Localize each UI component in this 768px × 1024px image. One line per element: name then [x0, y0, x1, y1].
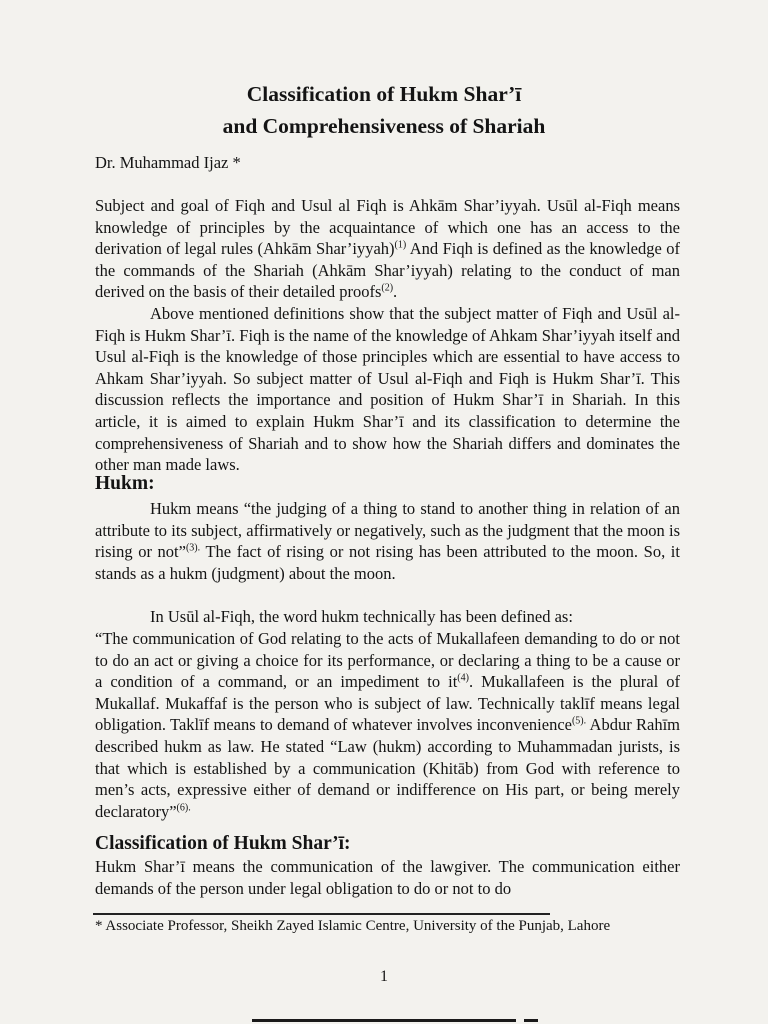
paragraph-hukm-meaning [95, 498, 680, 584]
scan-edge-mark [524, 1019, 538, 1022]
paragraph-text: Hukm means “the judging of a thing to stand to another thing in relation of an attribute to its subject, affirmatively or negatively, such as the judgment that the moon is rising or not” [95, 499, 680, 562]
footnote-ref: (1) [394, 239, 407, 251]
footnote-affiliation: * Associate Professor, Sheikh Zayed Islamic Centre, University of the Punjab, Lahore [95, 918, 611, 934]
paragraph-text: . Mukallafeen is the plural of Mukallaf. Mukaffaf is the person who is subject of law. Technically taklīf means legal obligation. Taklīf means to demand of whatever involves inconvenience [95, 672, 680, 735]
footnote-ref: (2) [381, 282, 394, 294]
page-number: 1 [380, 968, 388, 985]
title-line-2: and Comprehensiveness of Shariah [222, 114, 546, 138]
paragraph-definitions: Above mentioned definitions show that the subject matter of Fiqh and Usūl al-Fiqh is Hukm Shar’ī. Fiqh is the name of the knowledge of Ahkam Shar’iyyah itself and Usul al-Fiqh is the knowledge of those principles which are essential to have access to Ahkam Shar’iyyah. So subject matter of Usul al-Fiqh and Fiqh is Hukm Shar’ī. This discussion reflects the importance and position of Hukm Shar’ī in Shariah. In this article, it is aimed to explain Hukm Shar’ī and its classification to determine the comprehensiveness of Shariah and to show how the Shariah differs and dominates the other man made laws. [95, 304, 680, 475]
page-title [0, 78, 768, 142]
paragraph-classification: Hukm Shar’ī means the communication of the lawgiver. The communication either demands of the person under legal obligation to do or not to do [95, 857, 680, 898]
footnote-ref: (4) [457, 672, 469, 684]
author-line: Dr. Muhammad Ijaz * [95, 153, 241, 172]
scan-edge-line [252, 1019, 516, 1022]
paragraph-technical-definition: In Usūl al-Fiqh, the word hukm technically has been defined as: [150, 607, 573, 626]
paragraph-communication [95, 628, 680, 822]
paragraph-text: The fact of rising or not rising has been attributed to the moon. So, it stands as a hukm (judgment) about the moon. [95, 542, 680, 583]
section-heading-classification: Classification of Hukm Shar’ī: [95, 833, 351, 854]
section-heading-hukm: Hukm: [95, 473, 155, 494]
paragraph-text: “The communication of God relating to the acts of Mukallafeen demanding to do or not to do an act or giving a choice for its performance, or declaring a thing to be a cause or a condition of a command, or an impediment to it [95, 629, 680, 692]
footnote-ref: (6). [176, 802, 191, 814]
paragraph-text: Abdur Rahīm described hukm as law. He stated “Law (hukm) according to Muhammadan jurists, is that which is established by a communication (Khitāb) from God with reference to men’s acts, expressive either of demand or indifference on His part, or being merely declaratory” [95, 715, 680, 821]
footnote-ref: (3). [185, 542, 201, 554]
paragraph-text: And Fiqh is defined as the knowledge of the commands of the Shariah (Ahkām Shar’iyyah) relating to the conduct of man derived on the basis of their detailed proofs [95, 239, 681, 302]
footnote-divider [93, 913, 550, 915]
paragraph-text: Subject and goal of Fiqh and Usul al Fiqh is Ahkām Shar’iyyah. Usūl al-Fiqh means knowledge of principles by the acquaintance of which one has an access to the derivation of legal rules (Ahkām Shar’iyyah) [95, 196, 680, 259]
paragraph-intro [95, 195, 680, 303]
paragraph-text: . [393, 282, 398, 302]
title-line-1: Classification of Hukm Shar’ī [246, 82, 522, 106]
footnote-ref: (5). [571, 715, 587, 727]
